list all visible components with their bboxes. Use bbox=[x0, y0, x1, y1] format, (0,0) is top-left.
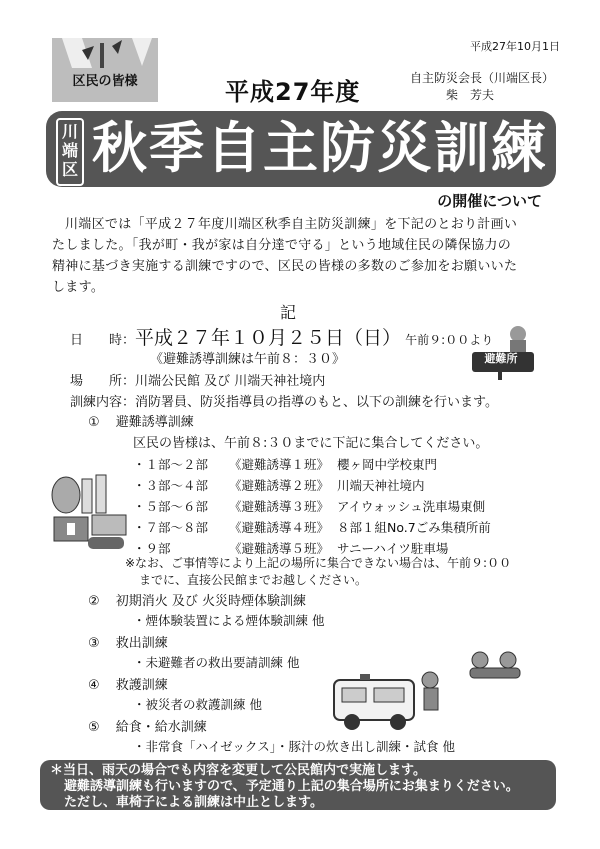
intro-line: たしました。「我が町・我が家は自分達で守る」という地域住民の隣保協力の bbox=[52, 238, 512, 253]
item-title: 救出訓練 bbox=[115, 636, 168, 651]
year-title: 平成27年度 bbox=[225, 78, 361, 106]
subtitle: の開催について bbox=[437, 192, 542, 210]
group-team: 《避難誘導２班》 bbox=[229, 478, 330, 493]
emergency-supplies-icon bbox=[48, 465, 132, 555]
item-title: 給食・給水訓練 bbox=[115, 720, 207, 735]
evacuation-note bbox=[125, 555, 511, 589]
audience-label: 区民の皆様 bbox=[72, 74, 138, 89]
item-title: 救護訓練 bbox=[115, 678, 168, 693]
district-char: 区 bbox=[61, 160, 78, 179]
content-label: 訓練内容： bbox=[70, 395, 136, 410]
footer-line: ＊当日、雨天の場合でも内容を変更して公民館内で実施します。 bbox=[50, 763, 426, 778]
item-number: ② bbox=[88, 594, 100, 609]
group-row bbox=[133, 518, 491, 536]
schedule-date: 平成２７年１０月２５日（日） bbox=[135, 327, 402, 349]
item-detail: ・煙体験装置による煙体験訓練 他 bbox=[133, 613, 325, 628]
evacuation-sign-label: 避難所 bbox=[484, 352, 518, 365]
content-value: 消防署員、防災指導員の指導のもと、以下の訓練を行います。 bbox=[135, 395, 498, 410]
place-row bbox=[70, 370, 325, 389]
place-label: 場 所： bbox=[70, 374, 136, 389]
group-row bbox=[133, 455, 437, 473]
footer-line: ただし、車椅子による訓練は中止とします。 bbox=[64, 795, 323, 810]
note-line: ※なお、ご事情等により上記の場所に集合できない場合は、午前９:００ bbox=[125, 556, 512, 570]
content-row bbox=[70, 391, 498, 410]
evacuation-intro: 区民の皆様は、午前８:３０までに下記に集合してください。 bbox=[133, 436, 489, 451]
group-team: 《避難誘導５班》 bbox=[229, 541, 330, 556]
training-item-3 bbox=[88, 632, 168, 651]
item-number: ③ bbox=[88, 636, 100, 651]
group-place: サニーハイツ駐車場 bbox=[337, 541, 449, 556]
sender-block bbox=[410, 70, 554, 104]
group-parts: ・１部～２部 bbox=[133, 457, 209, 472]
item-title: 初期消火 及び 火災時煙体験訓練 bbox=[115, 594, 307, 609]
group-place: 川端天神社境内 bbox=[337, 478, 425, 493]
group-team: 《避難誘導３班》 bbox=[229, 499, 330, 514]
intro-line: 精神に基づき実施する訓練ですので、区民の皆様の多数のご参加をお願いいた bbox=[52, 259, 518, 274]
district-badge bbox=[56, 118, 84, 186]
sender-title: 自主防災会長（川端区長） bbox=[410, 71, 555, 85]
training-item-2 bbox=[88, 590, 306, 609]
item-number: ⑤ bbox=[88, 720, 100, 735]
schedule-row bbox=[70, 323, 493, 350]
group-team: 《避難誘導４班》 bbox=[229, 520, 330, 535]
main-title: 秋季自主防災訓練 bbox=[92, 116, 549, 180]
group-parts: ・７部～８部 bbox=[133, 520, 209, 535]
group-place: ８部１組No.7ごみ集積所前 bbox=[337, 520, 491, 535]
issue-date: 平成27年10月1日 bbox=[470, 40, 560, 53]
training-item-1 bbox=[88, 411, 194, 430]
schedule-time: 午前９:００より bbox=[405, 333, 494, 347]
district-char: 端 bbox=[61, 141, 78, 160]
schedule-note: 《避難誘導訓練は午前８：３０》 bbox=[150, 352, 346, 367]
group-place: 櫻ヶ岡中学校東門 bbox=[337, 457, 438, 472]
group-place: アイウォッシュ洗車場東側 bbox=[337, 499, 486, 514]
group-team: 《避難誘導１班》 bbox=[229, 457, 330, 472]
intro-paragraph bbox=[52, 214, 552, 298]
place-value: 川端公民館 及び 川端天神社境内 bbox=[135, 374, 326, 389]
group-parts: ・３部～４部 bbox=[133, 478, 209, 493]
item-title: 避難誘導訓練 bbox=[115, 415, 194, 430]
intro-line: 川端区では「平成２７年度川端区秋季自主防災訓練」を下記のとおり計画い bbox=[65, 217, 518, 232]
ambulance-rescue-icon bbox=[330, 640, 550, 740]
intro-line: します。 bbox=[52, 280, 105, 295]
note-line: までに、直接公民館までお越しください。 bbox=[139, 573, 368, 587]
ki-heading: 記 bbox=[280, 303, 297, 322]
group-parts: ・５部～６部 bbox=[133, 499, 209, 514]
item-number: ④ bbox=[88, 678, 100, 693]
schedule-label: 日 時： bbox=[70, 333, 136, 348]
item-detail: ・未避難者の救出要請訓練 他 bbox=[133, 655, 300, 670]
training-item-4 bbox=[88, 674, 168, 693]
footer-text bbox=[50, 763, 519, 811]
footer-line: 避難誘導訓練も行いますので、予定通り上記の集合場所にお集まりください。 bbox=[64, 779, 519, 794]
item-detail: ・非常食「ハイゼックス」・豚汁の炊き出し訓練・試食 他 bbox=[133, 739, 455, 754]
group-row bbox=[133, 497, 485, 515]
group-parts: ・９部 bbox=[133, 541, 171, 556]
district-char: 川 bbox=[61, 122, 78, 141]
item-number: ① bbox=[88, 415, 100, 430]
sender-name: 柴 芳夫 bbox=[446, 88, 495, 102]
item-detail: ・被災者の救護訓練 他 bbox=[133, 697, 262, 712]
group-row bbox=[133, 476, 425, 494]
training-item-5 bbox=[88, 716, 207, 735]
